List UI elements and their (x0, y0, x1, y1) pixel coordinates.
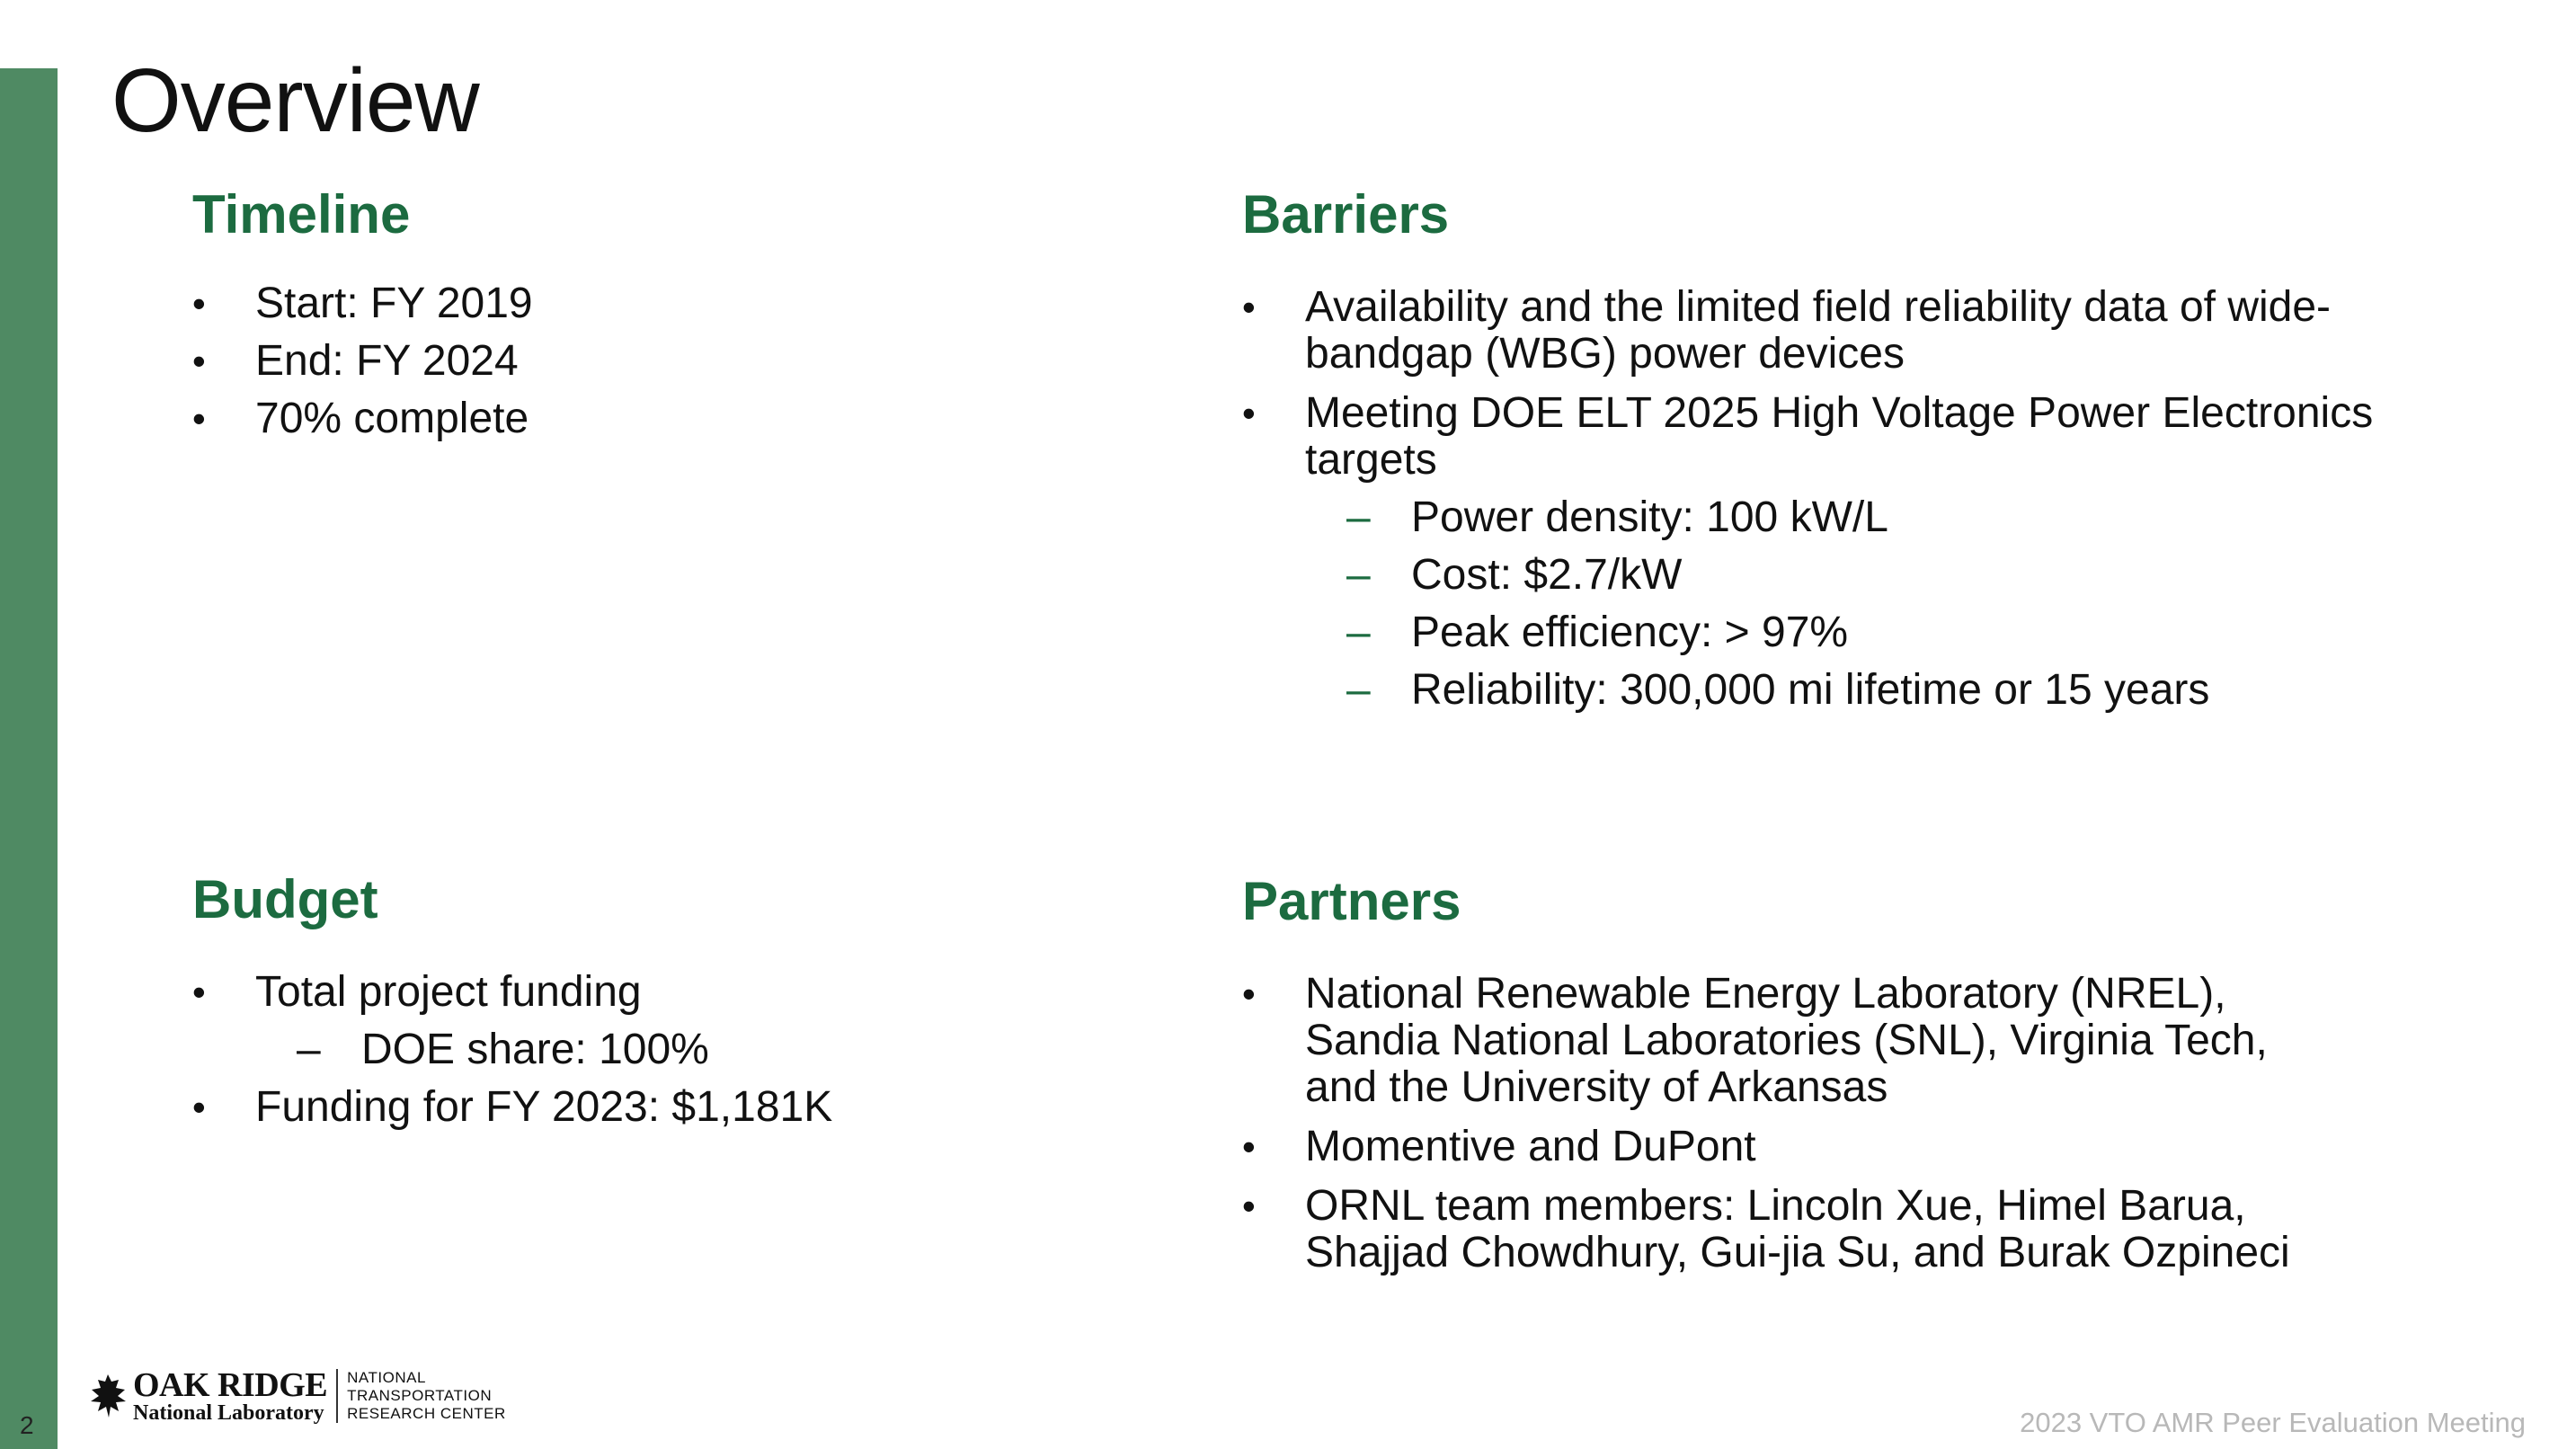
target-text: Power density: 100 kW/L (1411, 493, 1888, 541)
oak-leaf-icon (86, 1373, 129, 1419)
dash-marker: – (1346, 609, 1371, 656)
list-item (1242, 1124, 2500, 1170)
budget-section (192, 870, 832, 1142)
target-item (1305, 609, 2500, 656)
partner-1-line-2: Sandia National Laboratories (SNL), Virginia Tech, (1305, 1017, 2268, 1064)
target-item (1305, 494, 2500, 541)
dash-marker: – (297, 1026, 321, 1073)
partner-3-line-2: Shajjad Chowdhury, Gui-jia Su, and Burak Ozpineci (1305, 1229, 2290, 1276)
list-item (192, 969, 832, 1073)
list-item (1242, 390, 2500, 714)
budget-list (192, 969, 832, 1131)
footer-meeting-name: 2023 VTO AMR Peer Evaluation Meeting (2020, 1407, 2526, 1438)
partner-3-line-1: ORNL team members: Lincoln Xue, Himel Barua, (1305, 1182, 2246, 1230)
list-item: • End: FY 2024 (192, 338, 533, 385)
page-number: 2 (20, 1411, 34, 1439)
targets-list (1305, 494, 2500, 714)
barrier-2-line-1: Meeting DOE ELT 2025 High Voltage Power Electronics (1305, 389, 2374, 437)
budget-item-text: Total project funding (255, 968, 642, 1016)
list-item: • Start: FY 2019 (192, 280, 533, 327)
partner-2-line-1: Momentive and DuPont (1305, 1123, 1756, 1170)
ntrc-wordmark (347, 1369, 506, 1423)
timeline-heading: Timeline (192, 184, 411, 244)
ntrc-line-3: RESEARCH CENTER (347, 1405, 506, 1422)
barriers-list (1242, 284, 2500, 714)
target-item (1305, 667, 2500, 714)
logo-name-line-2: National Laboratory (133, 1401, 324, 1425)
logo-name-line-1: OAK RIDGE (133, 1366, 328, 1404)
slide-title: Overview (111, 50, 479, 151)
list-item (1242, 284, 2500, 378)
timeline-section (192, 185, 533, 453)
target-text: Cost: $2.7/kW (1411, 551, 1683, 599)
target-text: Peak efficiency: > 97% (1411, 609, 1849, 656)
ntrc-line-1: NATIONAL (347, 1369, 426, 1386)
partner-1-line-1: National Renewable Energy Laboratory (NREL), (1305, 970, 2226, 1018)
barriers-section (1242, 185, 2500, 724)
dash-marker: – (1346, 493, 1371, 541)
budget-sub-list (255, 1027, 832, 1073)
barrier-2-line-2: targets (1305, 436, 1437, 484)
ornl-ntrc-logo (86, 1366, 506, 1426)
partner-1-line-3: and the University of Arkansas (1305, 1063, 1888, 1111)
list-item: • 70% complete (192, 396, 533, 442)
dash-marker: – (1346, 551, 1371, 599)
logo-wordmark (133, 1368, 327, 1424)
partners-heading: Partners (1242, 871, 1461, 931)
budget-heading: Budget (192, 869, 378, 929)
list-item (1242, 971, 2500, 1111)
barriers-heading: Barriers (1242, 184, 1450, 244)
ntrc-line-2: TRANSPORTATION (347, 1387, 493, 1404)
barrier-1-line-2: bandgap (WBG) power devices (1305, 330, 1905, 378)
partners-section (1242, 872, 2500, 1287)
barrier-1-line-1: Availability and the limited field reliability data of wide- (1305, 283, 2332, 331)
sub-item-text: DOE share: 100% (361, 1026, 709, 1073)
partners-list (1242, 971, 2500, 1276)
dash-marker: – (1346, 666, 1371, 714)
target-item (1305, 552, 2500, 599)
timeline-list (192, 280, 533, 442)
target-text: Reliability: 300,000 mi lifetime or 15 years (1411, 666, 2210, 714)
left-accent-bar (0, 68, 58, 1449)
logo-divider (336, 1369, 338, 1423)
list-item (1242, 1183, 2500, 1276)
list-item: • Funding for FY 2023: $1,181K (192, 1084, 832, 1131)
sub-item (255, 1027, 832, 1073)
